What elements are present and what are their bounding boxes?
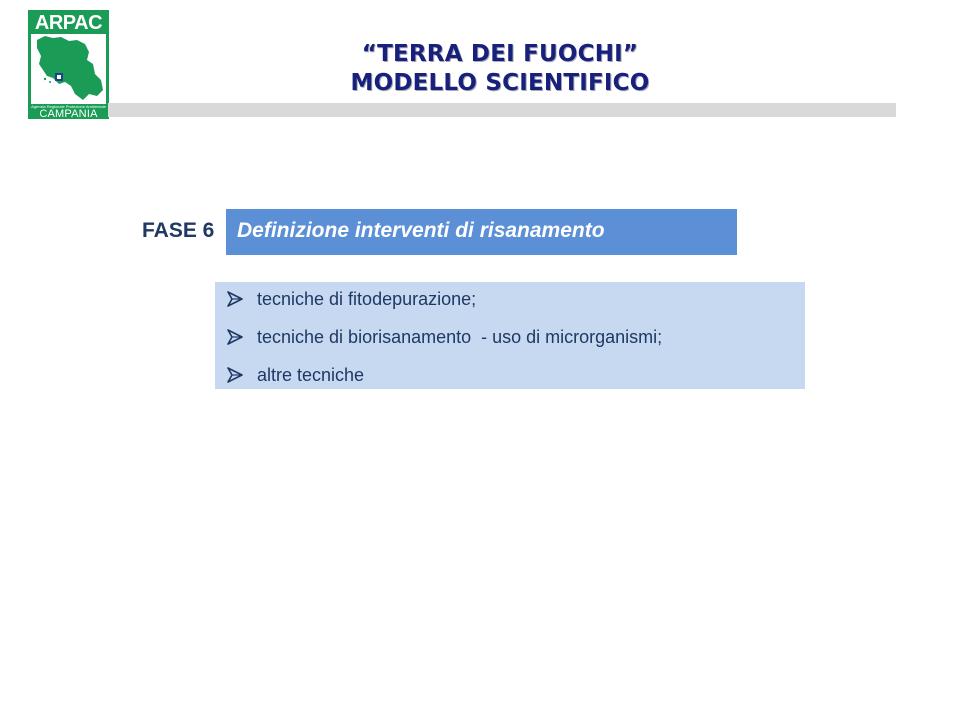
title-line-2: MODELLO SCIENTIFICO	[350, 70, 650, 96]
techniques-list	[215, 282, 805, 389]
list-item	[215, 284, 805, 322]
list-item-text: altre tecniche	[257, 365, 365, 385]
header-divider-bar	[108, 103, 896, 117]
list-item-text: tecniche di biorisanamento - uso di microrganismi;	[257, 327, 663, 347]
arrow-bullet-icon	[227, 366, 243, 384]
list-item-text: tecniche di fitodepurazione;	[257, 289, 477, 309]
slide-title	[280, 40, 720, 98]
logo-bottom-text: CAMPANIA	[39, 108, 98, 120]
logo-top-text: ARPAC	[34, 12, 103, 34]
arrow-bullet-icon	[227, 290, 243, 308]
arrow-bullet-icon	[227, 328, 243, 346]
list-item	[215, 322, 805, 360]
phase-heading: Definizione interventi di risanamento	[237, 219, 605, 242]
logo-agency-name: Agenzia Regionale Protezione Ambientale	[31, 104, 106, 109]
phase-label: FASE 6	[142, 219, 215, 242]
title-line-1: “TERRA DEI FUOCHI”	[361, 41, 639, 67]
phase-heading-box	[226, 209, 737, 255]
arpac-logo	[28, 10, 109, 119]
list-item	[215, 360, 805, 398]
campania-map-icon	[31, 34, 106, 104]
